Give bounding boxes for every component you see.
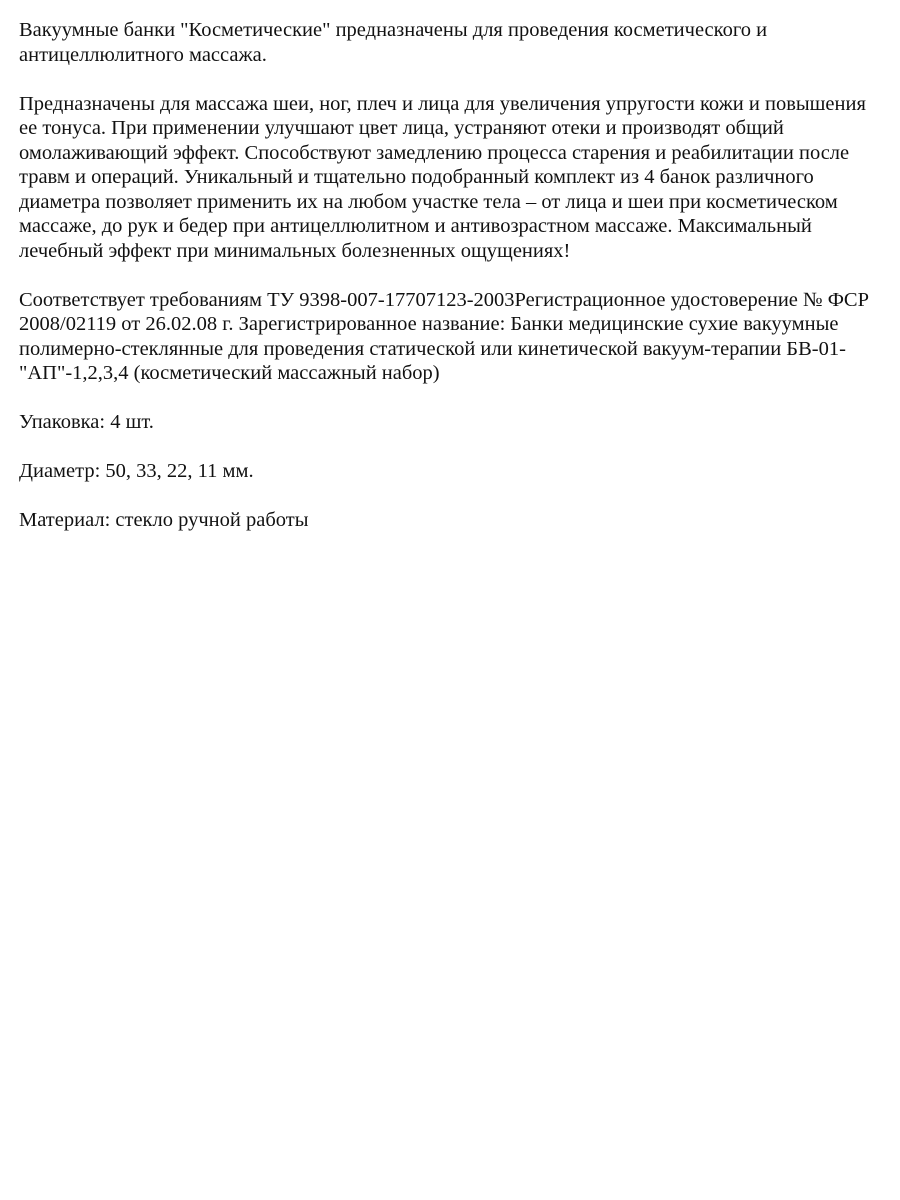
text-line: 2008/02119 от 26.02.08 г. Зарегистрированное название: Банки медицинские сухие вакуумные [19,313,839,335]
paragraph-certification [19,288,891,386]
text-line: Материал: стекло ручной работы [19,509,309,531]
text-line: полимерно-стеклянные для проведения статической или кинетической вакуум-терапии БВ-01- [19,337,846,360]
text-line: массаже, до рук и бедер при антицеллюлитном и антивозрастном массаже. Максимальный [19,215,812,237]
document-body [19,18,891,557]
text-line: Предназначены для массажа шеи, ног, плеч и лица для увеличения упругости кожи и повышения [19,92,866,115]
text-line: "АП"-1,2,3,4 (косметический массажный набор) [19,362,440,384]
text-line: Упаковка: 4 шт. [19,411,154,433]
text-line: омолаживающий эффект. Способствуют замедлению процесса старения и реабилитации после [19,141,850,164]
paragraph-packaging [19,410,891,435]
text-line: Вакуумные банки "Косметические" предназначены для проведения косметического и [19,19,768,41]
text-line: лечебный эффект при минимальных болезненных ощущениях! [19,239,571,262]
paragraph-material [19,508,891,533]
text-line: травм и операций. Уникальный и тщательно подобранный комплект из 4 банок различного [19,166,814,188]
text-line: антицеллюлитного массажа. [19,43,267,66]
text-line: ее тонуса. При применении улучшают цвет лица, устраняют отеки и производят общий [19,117,784,139]
text-line: Соответствует требованиям ТУ 9398-007-17707123-2003Регистрационное удостоверение № ФСР [19,288,869,311]
text-line: Диаметр: 50, 33, 22, 11 мм. [19,460,254,482]
paragraph-intro [19,18,891,67]
text-line: диаметра позволяет применить их на любом участке тела – от лица и шеи при косметическом [19,190,838,213]
paragraph-purpose [19,92,891,264]
paragraph-diameter [19,459,891,484]
